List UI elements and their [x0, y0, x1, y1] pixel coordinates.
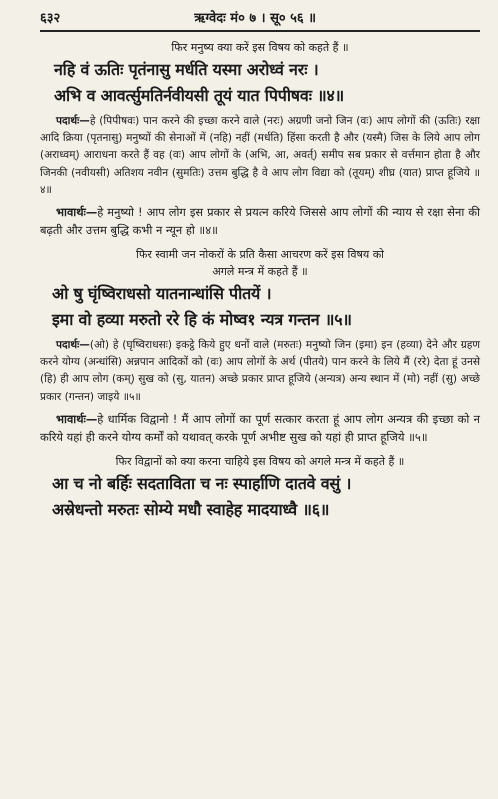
bhavartha-4	[40, 203, 480, 239]
padartha-5	[40, 337, 480, 406]
intro-verse-6: फिर विद्वानों को क्या करना चाहिये इस विषय को अगले मन्त्र में कहते हैं ॥	[115, 454, 405, 468]
spacer	[40, 239, 480, 245]
bhavartha-label: भावार्थः—	[56, 205, 98, 220]
spacer	[40, 446, 480, 452]
padartha-label: पदार्थः—	[56, 115, 90, 127]
mantra-5-line-1: ओ षु घृंष्विराधसो यातनान्धांसि पीतयें ।	[52, 284, 272, 304]
mantra-4-line-2: अभि व आवर्त्सुमतिर्नवीयसी तूयं यात पिपीषवः ॥४॥	[54, 86, 345, 105]
header-rule	[40, 30, 480, 32]
intro-verse-5-line-2: अगले मन्त्र में कहते हैं ॥	[212, 265, 308, 279]
intro-verse-5-line-1: फिर स्वामी जन नोकरों के प्रति कैसा आचरण करें इस विषय को	[136, 248, 384, 262]
page-number: ६३२	[40, 11, 61, 26]
bhavartha-5	[40, 410, 480, 446]
padartha-4	[40, 113, 480, 199]
bhavartha-text: हे मनुष्यो ! आप लोग इस प्रकार से प्रयत्न करिये जिससे आप लोगों की न्याय से रक्षा सेना की बढ़ती और उत्तम बुद्धि कभी न न्यून हो ॥४॥	[40, 205, 480, 238]
bhavartha-text: हे धार्मिक विद्वानो ! मैं आप लोगों का पूर्ण सत्कार करता हूं आप लोग अन्यत्र की इच्छा को न करिये यहां ही करने योग्य कर्मों को यथावत् करके पूर्ण अभीष्ट सुख को यहां ही प्राप्त हूजिये ॥५॥	[40, 411, 480, 444]
mantra-6-line-2: अस्रेधन्तो मरुतः सोम्ये मधौ स्वाहेह मादयाध्वै ॥६॥	[52, 499, 330, 519]
bhavartha-label: भावार्थः—	[56, 411, 98, 426]
padartha-text: (ओ) हे (घृष्विराधसः) इकट्ठे किये हुए धनों वाले (मरुतः) मनुष्यो जिन (इमा) इन (हव्या) देने और ग्रहण करने योग्य (अन्धांसि) अन्नपान आदिकों को (वः) आप लोगों के अर्थ (पीतये) पान करने के लिये मैं (ररे) देता हूं उनसे (हि) ही आप लोग (कम्) सुख को (सु, यातन) अच्छे प्रकार प्राप्त हूजिये (अन्यत्र) अन्य स्थान में (मो) नहीं (सु) अच्छे प्रकार (गन्तन) जाइये ॥५॥	[40, 339, 480, 403]
mantra-6-line-1: आ च नो बर्हिः सदताविता च नः स्पार्हाणि दातवे वसुं ।	[52, 473, 352, 493]
padartha-label: पदार्थः—	[56, 339, 90, 352]
intro-verse-4: फिर मनुष्य क्या करें इस विषय को कहते हैं ॥	[171, 41, 349, 54]
page-header	[40, 8, 480, 28]
mantra-5-line-2: इमा वो हव्या मरुतो ररे हि कं मोष्व१ न्यत्र गन्तन ॥५॥	[52, 310, 352, 330]
mantra-4-line-1: नहि वं ऊतिः पृतंनासु मर्धति यस्मा अरोध्वं नरः ।	[54, 60, 319, 79]
padartha-text: हे (पिपीषवः) पान करने की इच्छा करने वाले (नरः) अग्रणी जनो जिन (वः) आप लोगों की (ऊतिः) रक्षा आदि क्रिया (पृतनासु) मनुष्यों की सेनाओं में (नहि) नहीं (मर्धति) हिंसा करती है और (यस्मै) जिस के लिये आप लोग (अराध्वम्) आराधना करते हैं वह (वः) आप लोगों के (अभि, आ, अवर्त्) समीप सब प्रकार से वर्त्तमान होता है और जिनकी (नवीयसी) अतिशय नवीन (सुमतिः) उत्तम बुद्धि है वे आप लोग विद्या को (तूयम्) शीघ्र (यात) प्राप्त हूजिये ॥४॥	[40, 115, 480, 196]
running-title: ऋग्वेदः मं० ७ । सू० ५६ ॥	[194, 11, 316, 26]
